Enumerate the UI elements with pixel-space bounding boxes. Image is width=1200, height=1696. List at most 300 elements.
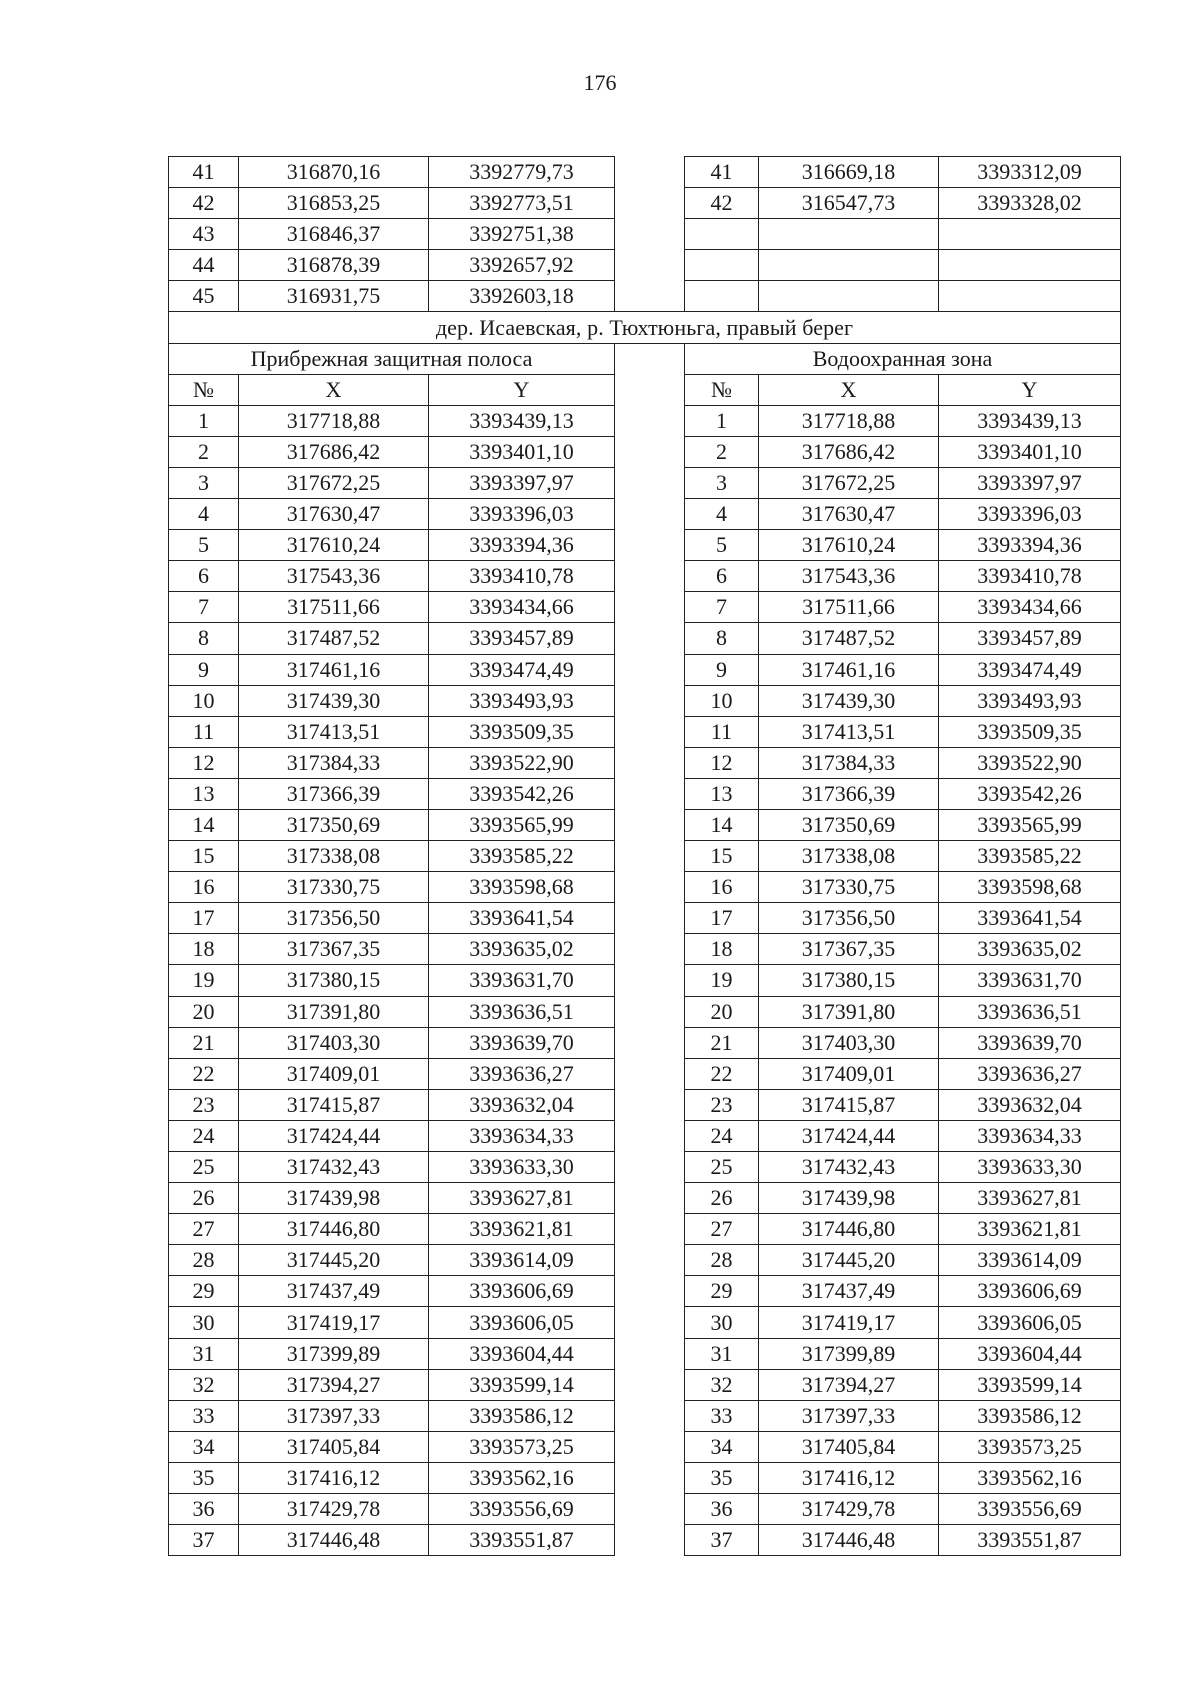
x-coordinate-cell: 317391,80 — [759, 996, 939, 1027]
x-coordinate-cell: 317415,87 — [759, 1089, 939, 1120]
x-coordinate-cell: 317366,39 — [239, 778, 429, 809]
y-coordinate-cell: 3393639,70 — [939, 1027, 1121, 1058]
column-gap — [615, 996, 685, 1027]
point-number-cell: 5 — [169, 530, 239, 561]
point-number-cell: 3 — [685, 467, 759, 498]
column-gap — [615, 685, 685, 716]
y-coordinate-cell: 3393439,13 — [429, 405, 615, 436]
point-number-cell: 27 — [685, 1214, 759, 1245]
x-coordinate-cell: 317672,25 — [239, 467, 429, 498]
table-row — [169, 1400, 1121, 1431]
column-gap — [615, 841, 685, 872]
y-coordinate-cell: 3393439,13 — [939, 405, 1121, 436]
x-coordinate-cell: 317429,78 — [239, 1494, 429, 1525]
x-coordinate-cell: 317686,42 — [759, 436, 939, 467]
x-coordinate-cell: 317718,88 — [759, 405, 939, 436]
point-number-cell: 25 — [169, 1152, 239, 1183]
point-number-cell: 2 — [169, 436, 239, 467]
point-number-cell: 19 — [169, 965, 239, 996]
column-gap — [615, 934, 685, 965]
y-coordinate-cell: 3393632,04 — [429, 1089, 615, 1120]
table-row — [169, 1369, 1121, 1400]
table-row — [169, 281, 1121, 312]
table-row — [169, 841, 1121, 872]
point-number-cell: 29 — [685, 1276, 759, 1307]
x-coordinate-cell: 316931,75 — [239, 281, 429, 312]
table-row — [169, 872, 1121, 903]
point-number-cell: 28 — [169, 1245, 239, 1276]
y-coordinate-cell: 3392603,18 — [429, 281, 615, 312]
x-coordinate-cell: 317439,98 — [759, 1183, 939, 1214]
point-number-cell: 18 — [169, 934, 239, 965]
table-row — [169, 467, 1121, 498]
point-number-cell: 37 — [685, 1525, 759, 1556]
point-number-cell: 34 — [685, 1431, 759, 1462]
table-row — [169, 747, 1121, 778]
y-coordinate-cell: 3393457,89 — [429, 623, 615, 654]
y-coordinate-cell — [939, 219, 1121, 250]
y-coordinate-cell: 3393606,69 — [939, 1276, 1121, 1307]
point-number-cell: 29 — [169, 1276, 239, 1307]
point-number-cell: 17 — [685, 903, 759, 934]
y-coordinate-cell: 3393397,97 — [939, 467, 1121, 498]
column-header-x: X — [759, 374, 939, 405]
table-row — [169, 809, 1121, 840]
y-coordinate-cell: 3393599,14 — [939, 1369, 1121, 1400]
column-header-number: № — [169, 374, 239, 405]
column-gap — [615, 1152, 685, 1183]
column-gap — [615, 250, 685, 281]
y-coordinate-cell: 3393599,14 — [429, 1369, 615, 1400]
point-number-cell: 30 — [685, 1307, 759, 1338]
column-gap — [615, 343, 685, 374]
x-coordinate-cell: 317350,69 — [239, 809, 429, 840]
table-row — [169, 1525, 1121, 1556]
point-number-cell: 26 — [685, 1183, 759, 1214]
x-coordinate-cell: 317356,50 — [239, 903, 429, 934]
x-coordinate-cell: 317409,01 — [759, 1058, 939, 1089]
y-coordinate-cell: 3393312,09 — [939, 157, 1121, 188]
x-coordinate-cell: 317424,44 — [239, 1120, 429, 1151]
column-header-y: Y — [429, 374, 615, 405]
x-coordinate-cell: 317419,17 — [759, 1307, 939, 1338]
y-coordinate-cell: 3393639,70 — [429, 1027, 615, 1058]
x-coordinate-cell: 317330,75 — [759, 872, 939, 903]
column-gap — [615, 1276, 685, 1307]
point-number-cell: 6 — [685, 561, 759, 592]
table-row — [169, 1214, 1121, 1245]
point-number-cell: 13 — [685, 778, 759, 809]
y-coordinate-cell: 3393551,87 — [429, 1525, 615, 1556]
column-gap — [615, 809, 685, 840]
point-number-cell: 26 — [169, 1183, 239, 1214]
x-coordinate-cell: 316669,18 — [759, 157, 939, 188]
x-coordinate-cell: 317445,20 — [239, 1245, 429, 1276]
y-coordinate-cell: 3393598,68 — [939, 872, 1121, 903]
point-number-cell: 19 — [685, 965, 759, 996]
y-coordinate-cell: 3393606,05 — [429, 1307, 615, 1338]
y-coordinate-cell: 3393636,27 — [429, 1058, 615, 1089]
column-gap — [615, 1027, 685, 1058]
point-number-cell: 34 — [169, 1431, 239, 1462]
column-gap — [615, 965, 685, 996]
x-coordinate-cell: 317432,43 — [239, 1152, 429, 1183]
point-number-cell: 44 — [169, 250, 239, 281]
x-coordinate-cell: 317446,80 — [239, 1214, 429, 1245]
y-coordinate-cell: 3393627,81 — [429, 1183, 615, 1214]
y-coordinate-cell: 3393604,44 — [939, 1338, 1121, 1369]
point-number-cell: 45 — [169, 281, 239, 312]
y-coordinate-cell: 3393565,99 — [939, 809, 1121, 840]
y-coordinate-cell: 3393562,16 — [939, 1462, 1121, 1493]
y-coordinate-cell: 3393542,26 — [429, 778, 615, 809]
y-coordinate-cell: 3392751,38 — [429, 219, 615, 250]
point-number-cell: 16 — [169, 872, 239, 903]
column-gap — [615, 1400, 685, 1431]
y-coordinate-cell — [939, 281, 1121, 312]
point-number-cell: 15 — [169, 841, 239, 872]
y-coordinate-cell: 3393474,49 — [429, 654, 615, 685]
column-gap — [615, 1462, 685, 1493]
table-row — [169, 654, 1121, 685]
y-coordinate-cell: 3393522,90 — [939, 747, 1121, 778]
table-row — [169, 219, 1121, 250]
table-row — [169, 1338, 1121, 1369]
column-gap — [615, 1214, 685, 1245]
column-gap — [615, 1431, 685, 1462]
table-row — [169, 623, 1121, 654]
point-number-cell: 43 — [169, 219, 239, 250]
y-coordinate-cell: 3393396,03 — [429, 499, 615, 530]
x-coordinate-cell: 317543,36 — [759, 561, 939, 592]
y-coordinate-cell: 3393606,05 — [939, 1307, 1121, 1338]
column-gap — [615, 1494, 685, 1525]
point-number-cell: 41 — [169, 157, 239, 188]
x-coordinate-cell: 317413,51 — [759, 716, 939, 747]
y-coordinate-cell: 3393401,10 — [429, 436, 615, 467]
column-gap — [615, 747, 685, 778]
point-number-cell: 31 — [685, 1338, 759, 1369]
x-coordinate-cell: 317338,08 — [239, 841, 429, 872]
point-number-cell: 42 — [685, 188, 759, 219]
section-title-row — [169, 312, 1121, 343]
point-number-cell: 10 — [685, 685, 759, 716]
point-number-cell — [685, 250, 759, 281]
table-row — [169, 157, 1121, 188]
y-coordinate-cell: 3393573,25 — [939, 1431, 1121, 1462]
point-number-cell: 8 — [169, 623, 239, 654]
x-coordinate-cell: 317429,78 — [759, 1494, 939, 1525]
x-coordinate-cell: 317419,17 — [239, 1307, 429, 1338]
y-coordinate-cell: 3393522,90 — [429, 747, 615, 778]
y-coordinate-cell: 3393457,89 — [939, 623, 1121, 654]
y-coordinate-cell: 3393598,68 — [429, 872, 615, 903]
point-number-cell: 11 — [685, 716, 759, 747]
point-number-cell: 9 — [169, 654, 239, 685]
y-coordinate-cell: 3393586,12 — [429, 1400, 615, 1431]
y-coordinate-cell: 3393434,66 — [429, 592, 615, 623]
x-coordinate-cell: 317391,80 — [239, 996, 429, 1027]
column-gap — [615, 903, 685, 934]
x-coordinate-cell: 317397,33 — [759, 1400, 939, 1431]
point-number-cell: 33 — [169, 1400, 239, 1431]
x-coordinate-cell: 316547,73 — [759, 188, 939, 219]
y-coordinate-cell — [939, 250, 1121, 281]
point-number-cell: 4 — [169, 499, 239, 530]
table-row — [169, 778, 1121, 809]
x-coordinate-cell: 317366,39 — [759, 778, 939, 809]
table-row — [169, 499, 1121, 530]
y-coordinate-cell: 3393509,35 — [939, 716, 1121, 747]
point-number-cell: 21 — [685, 1027, 759, 1058]
x-coordinate-cell: 317718,88 — [239, 405, 429, 436]
column-gap — [615, 530, 685, 561]
column-gap — [615, 1183, 685, 1214]
y-coordinate-cell: 3393627,81 — [939, 1183, 1121, 1214]
y-coordinate-cell: 3393410,78 — [429, 561, 615, 592]
x-coordinate-cell: 317461,16 — [239, 654, 429, 685]
column-gap — [615, 1338, 685, 1369]
x-coordinate-cell: 317356,50 — [759, 903, 939, 934]
point-number-cell: 41 — [685, 157, 759, 188]
x-coordinate-cell — [759, 219, 939, 250]
column-header-number: № — [685, 374, 759, 405]
x-coordinate-cell: 317403,30 — [239, 1027, 429, 1058]
x-coordinate-cell: 317630,47 — [759, 499, 939, 530]
y-coordinate-cell: 3393397,97 — [429, 467, 615, 498]
x-coordinate-cell: 317367,35 — [239, 934, 429, 965]
column-gap — [615, 374, 685, 405]
point-number-cell: 13 — [169, 778, 239, 809]
y-coordinate-cell: 3393586,12 — [939, 1400, 1121, 1431]
x-coordinate-cell: 317416,12 — [759, 1462, 939, 1493]
y-coordinate-cell: 3393621,81 — [429, 1214, 615, 1245]
x-coordinate-cell: 317439,30 — [759, 685, 939, 716]
column-gap — [615, 1307, 685, 1338]
point-number-cell: 1 — [169, 405, 239, 436]
x-coordinate-cell: 317672,25 — [759, 467, 939, 498]
point-number-cell: 42 — [169, 188, 239, 219]
point-number-cell: 36 — [685, 1494, 759, 1525]
y-coordinate-cell: 3393493,93 — [429, 685, 615, 716]
x-coordinate-cell: 317413,51 — [239, 716, 429, 747]
point-number-cell: 24 — [169, 1120, 239, 1151]
y-coordinate-cell: 3393633,30 — [429, 1152, 615, 1183]
column-header-x: X — [239, 374, 429, 405]
column-gap — [615, 1525, 685, 1556]
x-coordinate-cell: 317384,33 — [239, 747, 429, 778]
column-gap — [615, 467, 685, 498]
point-number-cell: 22 — [169, 1058, 239, 1089]
point-number-cell: 4 — [685, 499, 759, 530]
column-gap — [615, 1058, 685, 1089]
x-coordinate-cell: 317630,47 — [239, 499, 429, 530]
x-coordinate-cell: 317330,75 — [239, 872, 429, 903]
y-coordinate-cell: 3393631,70 — [939, 965, 1121, 996]
table-row — [169, 996, 1121, 1027]
x-coordinate-cell: 317424,44 — [759, 1120, 939, 1151]
y-coordinate-cell: 3393396,03 — [939, 499, 1121, 530]
point-number-cell: 14 — [169, 809, 239, 840]
y-coordinate-cell: 3393328,02 — [939, 188, 1121, 219]
x-coordinate-cell: 317439,98 — [239, 1183, 429, 1214]
y-coordinate-cell: 3393635,02 — [939, 934, 1121, 965]
y-coordinate-cell: 3393636,51 — [429, 996, 615, 1027]
y-coordinate-cell: 3393542,26 — [939, 778, 1121, 809]
point-number-cell: 35 — [169, 1462, 239, 1493]
table-row — [169, 592, 1121, 623]
x-coordinate-cell: 317403,30 — [759, 1027, 939, 1058]
table-row — [169, 1462, 1121, 1493]
y-coordinate-cell: 3393434,66 — [939, 592, 1121, 623]
column-gap — [615, 1369, 685, 1400]
point-number-cell: 12 — [169, 747, 239, 778]
point-number-cell: 11 — [169, 716, 239, 747]
table-row — [169, 1058, 1121, 1089]
y-coordinate-cell: 3393585,22 — [429, 841, 615, 872]
table-row — [169, 1089, 1121, 1120]
x-coordinate-cell: 317487,52 — [759, 623, 939, 654]
table-row — [169, 1027, 1121, 1058]
point-number-cell: 32 — [685, 1369, 759, 1400]
x-coordinate-cell: 317380,15 — [239, 965, 429, 996]
y-coordinate-cell: 3393509,35 — [429, 716, 615, 747]
column-gap — [615, 654, 685, 685]
point-number-cell — [685, 219, 759, 250]
point-number-cell: 30 — [169, 1307, 239, 1338]
y-coordinate-cell: 3393614,09 — [429, 1245, 615, 1276]
y-coordinate-cell: 3393474,49 — [939, 654, 1121, 685]
point-number-cell: 36 — [169, 1494, 239, 1525]
point-number-cell: 24 — [685, 1120, 759, 1151]
coordinates-table-body — [169, 157, 1121, 1556]
y-coordinate-cell: 3393394,36 — [939, 530, 1121, 561]
column-gap — [615, 561, 685, 592]
coordinates-table — [168, 156, 1121, 1556]
column-gap — [615, 716, 685, 747]
x-coordinate-cell: 317445,20 — [759, 1245, 939, 1276]
y-coordinate-cell: 3393493,93 — [939, 685, 1121, 716]
table-row — [169, 561, 1121, 592]
x-coordinate-cell: 317338,08 — [759, 841, 939, 872]
table-row — [169, 250, 1121, 281]
water-protection-zone-title: Водоохранная зона — [685, 343, 1121, 374]
x-coordinate-cell: 317487,52 — [239, 623, 429, 654]
x-coordinate-cell: 317432,43 — [759, 1152, 939, 1183]
x-coordinate-cell: 316878,39 — [239, 250, 429, 281]
point-number-cell — [685, 281, 759, 312]
table-row — [169, 934, 1121, 965]
point-number-cell: 6 — [169, 561, 239, 592]
x-coordinate-cell: 317446,48 — [239, 1525, 429, 1556]
y-coordinate-cell: 3393604,44 — [429, 1338, 615, 1369]
x-coordinate-cell: 317511,66 — [759, 592, 939, 623]
point-number-cell: 14 — [685, 809, 759, 840]
column-gap — [615, 592, 685, 623]
table-row — [169, 1120, 1121, 1151]
x-coordinate-cell: 317610,24 — [759, 530, 939, 561]
point-number-cell: 17 — [169, 903, 239, 934]
point-number-cell: 10 — [169, 685, 239, 716]
column-gap — [615, 436, 685, 467]
x-coordinate-cell: 317437,49 — [759, 1276, 939, 1307]
x-coordinate-cell: 316853,25 — [239, 188, 429, 219]
point-number-cell: 33 — [685, 1400, 759, 1431]
point-number-cell: 5 — [685, 530, 759, 561]
y-coordinate-cell: 3393631,70 — [429, 965, 615, 996]
y-coordinate-cell: 3393410,78 — [939, 561, 1121, 592]
point-number-cell: 7 — [169, 592, 239, 623]
y-coordinate-cell: 3393636,27 — [939, 1058, 1121, 1089]
column-gap — [615, 188, 685, 219]
point-number-cell: 18 — [685, 934, 759, 965]
column-gap — [615, 281, 685, 312]
x-coordinate-cell — [759, 281, 939, 312]
column-gap — [615, 1245, 685, 1276]
point-number-cell: 20 — [685, 996, 759, 1027]
point-number-cell: 23 — [685, 1089, 759, 1120]
point-number-cell: 37 — [169, 1525, 239, 1556]
x-coordinate-cell: 317380,15 — [759, 965, 939, 996]
section-title: дер. Исаевская, р. Тюхтюньга, правый берег — [169, 312, 1121, 343]
y-coordinate-cell: 3393565,99 — [429, 809, 615, 840]
point-number-cell: 31 — [169, 1338, 239, 1369]
page-number: 176 — [583, 70, 617, 95]
table-row — [169, 436, 1121, 467]
table-row — [169, 188, 1121, 219]
y-coordinate-cell: 3393401,10 — [939, 436, 1121, 467]
table-row — [169, 685, 1121, 716]
table-row — [169, 1307, 1121, 1338]
x-coordinate-cell: 317439,30 — [239, 685, 429, 716]
point-number-cell: 32 — [169, 1369, 239, 1400]
x-coordinate-cell: 317610,24 — [239, 530, 429, 561]
y-coordinate-cell: 3393634,33 — [429, 1120, 615, 1151]
x-coordinate-cell: 317437,49 — [239, 1276, 429, 1307]
table-row — [169, 716, 1121, 747]
y-coordinate-cell: 3393573,25 — [429, 1431, 615, 1462]
x-coordinate-cell: 317399,89 — [239, 1338, 429, 1369]
y-coordinate-cell: 3393641,54 — [939, 903, 1121, 934]
point-number-cell: 15 — [685, 841, 759, 872]
column-gap — [615, 499, 685, 530]
point-number-cell: 25 — [685, 1152, 759, 1183]
y-coordinate-cell: 3393562,16 — [429, 1462, 615, 1493]
column-gap — [615, 405, 685, 436]
x-coordinate-cell: 317446,80 — [759, 1214, 939, 1245]
x-coordinate-cell: 317416,12 — [239, 1462, 429, 1493]
column-gap — [615, 219, 685, 250]
x-coordinate-cell: 317384,33 — [759, 747, 939, 778]
point-number-cell: 16 — [685, 872, 759, 903]
x-coordinate-cell: 317399,89 — [759, 1338, 939, 1369]
y-coordinate-cell: 3392773,51 — [429, 188, 615, 219]
column-gap — [615, 778, 685, 809]
x-coordinate-cell: 317415,87 — [239, 1089, 429, 1120]
point-number-cell: 23 — [169, 1089, 239, 1120]
x-coordinate-cell: 317350,69 — [759, 809, 939, 840]
point-number-cell: 8 — [685, 623, 759, 654]
x-coordinate-cell: 316846,37 — [239, 219, 429, 250]
table-row — [169, 1276, 1121, 1307]
y-coordinate-cell: 3393394,36 — [429, 530, 615, 561]
y-coordinate-cell: 3392779,73 — [429, 157, 615, 188]
table-row — [169, 1494, 1121, 1525]
point-number-cell: 20 — [169, 996, 239, 1027]
point-number-cell: 35 — [685, 1462, 759, 1493]
y-coordinate-cell: 3393551,87 — [939, 1525, 1121, 1556]
x-coordinate-cell: 317367,35 — [759, 934, 939, 965]
